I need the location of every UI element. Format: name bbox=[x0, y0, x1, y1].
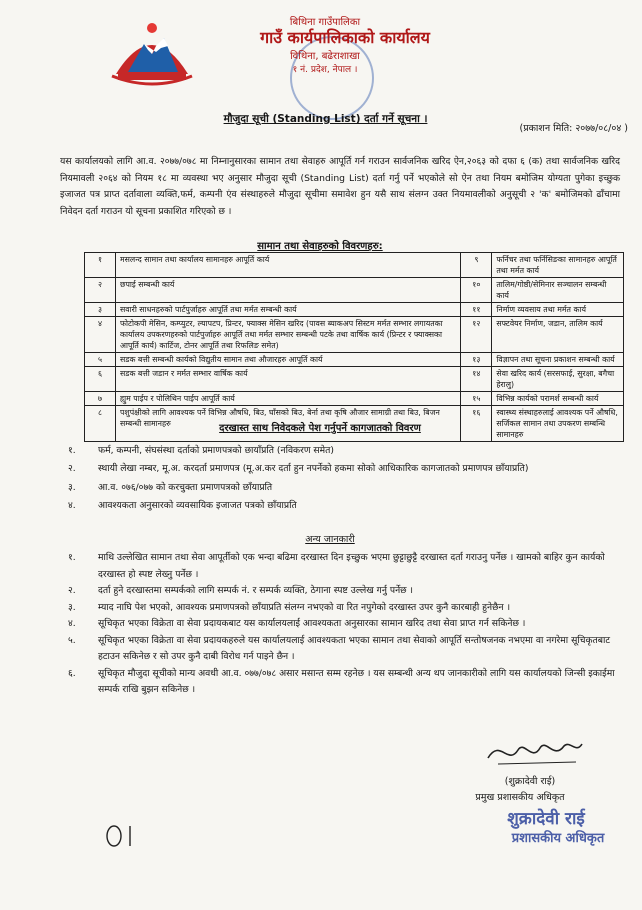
list-item-number: ३. bbox=[68, 481, 76, 493]
nepal-emblem-icon bbox=[106, 14, 198, 88]
item-description: विभिन्न कार्यको परामर्श सम्बन्धी कार्य bbox=[492, 392, 624, 406]
list-item-number: १. bbox=[68, 444, 76, 456]
list-item-text: फर्म, कम्पनी, संघसंस्था दर्ताको प्रमाणपत्रको छायाँप्रति (नविकरण समेत) bbox=[98, 444, 334, 456]
list-item-number: २. bbox=[68, 585, 76, 596]
office-name: गाउँ कार्यपालिकाको कार्यालय bbox=[260, 28, 430, 47]
documents-heading: दरखास्त साथ निवेदकले पेश गर्नुपर्ने कागजातको विवरण bbox=[219, 423, 421, 434]
table-row bbox=[85, 278, 624, 303]
list-item-text: आ.व. ०७६/०७७ को करचुक्ता प्रमाणपत्रको छाँयाप्रति bbox=[98, 481, 273, 493]
items-table bbox=[84, 252, 624, 442]
item-description: सफ्टवेयर निर्माण, जडान, तालिम कार्य bbox=[492, 317, 624, 353]
table-row bbox=[85, 253, 624, 278]
item-number: १५ bbox=[461, 392, 492, 406]
item-description: फोटोकपी मेसिन, कम्प्युटर, ल्यापटप, प्रिन्टर, फ्याक्स मेसिन खरिद (पावस ब्याकअप सिस्टम मर्मत सम्भार लगायतका कार्यालय उपकरणहरुको पार्टपुर्जाहरु आपूर्ति तथा मर्मत सम्भार सम्बन्धी पटके तथा वार्षिक कार्य (प्रिन्टर र फ्याक्सका आपूर्ति कार्य) कार्टिज, टोनर आपूर्ति तथा रिफलिङ समेत) bbox=[116, 317, 461, 353]
item-number: १६ bbox=[461, 406, 492, 442]
item-number: १३ bbox=[461, 353, 492, 367]
list-item-number: ४. bbox=[68, 500, 76, 512]
item-description: सडक बत्ती सम्बन्धी कार्यको विद्युतीय सामान तथा औजारहरु आपूर्ति कार्य bbox=[116, 353, 461, 367]
item-number: ९ bbox=[461, 253, 492, 278]
item-description: विज्ञापन तथा सूचना प्रकाशन सम्बन्धी कार्य bbox=[492, 353, 624, 367]
signatory-title: प्रमुख प्रशासकीय अधिकृत bbox=[475, 792, 565, 803]
item-number: १४ bbox=[461, 367, 492, 392]
handwritten-mark-icon bbox=[100, 820, 150, 850]
table-row bbox=[85, 367, 624, 392]
list-item bbox=[68, 459, 628, 478]
list-item bbox=[68, 583, 628, 600]
list-item-text: स्थायी लेखा नम्बर, मू.अ. करदर्ता प्रमाणपत्र (मू.अ.कर दर्ता हुन नपर्नेको हकमा सोको आधिकारिक कागजातको प्रमाणपत्र छाँयाप्रति) bbox=[98, 463, 529, 475]
office-location-2: १ नं. प्रदेश, नेपाल । bbox=[292, 65, 358, 75]
item-description: मसलन्द सामान तथा कार्यालय सामानहरु आपूर्ति कार्य bbox=[116, 253, 461, 278]
list-item bbox=[68, 477, 628, 496]
list-item-text: आवश्यकता अनुसारको व्यवसायिक इजाजत पत्रको छाँयाप्रति bbox=[98, 500, 297, 512]
table-row bbox=[85, 317, 624, 353]
list-item-text: दर्ता हुने दरखास्तमा सम्पर्कको लागि सम्पर्क नं. र सम्पर्क व्यक्ति, ठेगाना स्पष्ट उल्लेख गर्नु पर्नेछ । bbox=[98, 585, 414, 596]
table-row bbox=[85, 392, 624, 406]
list-item bbox=[68, 440, 628, 459]
items-heading: सामान तथा सेवाहरुको विवरणहरु: bbox=[257, 241, 383, 252]
item-description: छपाई सम्बन्धी कार्य bbox=[116, 278, 461, 303]
item-number: २ bbox=[85, 278, 116, 303]
list-item-text: सूचिकृत भएका विक्रेता वा सेवा प्रदायकहरुले यस कार्यालयलाई आवश्यकता भएका सामान तथा सेवाको आपूर्ति सन्तोषजनक नभएमा वा नगरेमा सूचिकृतबाट हटाउन सकिनेछ र सो उपर कुनै दाबी विरोध गर्न पाइने छैन । bbox=[98, 634, 611, 662]
list-item bbox=[68, 550, 628, 583]
publish-date: (प्रकाशन मिति: २०७७/०८/०४ ) bbox=[519, 123, 628, 134]
item-description: पशुपंक्षीको लागि आवश्यक पर्ने विभिन्न औषधि, बिउ, घाँसको बिउ, बेर्ना तथा कृषि औजार सामाग्री तथा बिउ, बिजन सम्बन्धी सामानहरु bbox=[116, 406, 461, 442]
item-description: ह्युम पाईप र पोलिथिन पाईप आपूर्ति कार्य bbox=[116, 392, 461, 406]
list-item bbox=[68, 633, 628, 666]
item-description: स्वास्थ्य संस्थाहरुलाई आवश्यक पर्ने औषधि, सर्जिकल सामान तथा उपकरण सम्बन्धि सामानहरु bbox=[492, 406, 624, 442]
signature-icon bbox=[480, 732, 590, 772]
list-item-text: म्याद नाघि पेश भएको, आवश्यक प्रमाणपत्रको छाँयाप्रति संलग्न नभएको वा रित नपुगेको दरखास्त उपर कुनै कारबाही हुनेछैन । bbox=[98, 601, 511, 613]
item-number: ६ bbox=[85, 367, 116, 392]
list-item-number: ३. bbox=[68, 601, 76, 613]
item-number: ५ bbox=[85, 353, 116, 367]
item-number: ११ bbox=[461, 303, 492, 317]
table-row bbox=[85, 353, 624, 367]
list-item bbox=[68, 600, 628, 617]
list-item-text: माथि उल्लेखित सामान तथा सेवा आपूर्तीको एक भन्दा बढिमा दरखास्त दिन इच्छुक भएमा छुट्टाछुट्टै दरखास्त दर्ता गराउनु पर्नेछ । खामको बाहिर कुन कार्यको दरखास्त हो स्पष्ट लेख्नु पर्नेछ । bbox=[98, 552, 605, 580]
item-number: ७ bbox=[85, 392, 116, 406]
notice-title: मौजुदा सूची (Standing List) दर्ता गर्ने सूचना । bbox=[223, 113, 428, 125]
list-item-number: १. bbox=[68, 552, 76, 563]
item-number: ४ bbox=[85, 317, 116, 353]
documents-list bbox=[68, 440, 628, 514]
other-info-list bbox=[68, 550, 628, 699]
office-location-1: विथिना, बढेराशाखा bbox=[290, 51, 360, 62]
item-number: १ bbox=[85, 253, 116, 278]
table-row bbox=[85, 303, 624, 317]
item-description: तालिम/गोष्ठी/सेमिनार सञ्चालन सम्बन्धी कार्य bbox=[492, 278, 624, 303]
item-description: सवारी साधनहरुको पार्टपुर्जाहरु आपूर्ति तथा मर्मत सम्बन्धी कार्य bbox=[116, 303, 461, 317]
intro-paragraph: यस कार्यालयको लागि आ.व. २०७७/०७८ मा निम्नानुसारका सामान तथा सेवाहरु आपूर्ति गर्न गराउन सार्वजनिक खरिद ऐन,२०६३ को दफा ६ (क) तथा सार्वजनिक खरिद नियमावली २०६४ को नियम १८ मा व्यवस्था भए अनुसार मौजुदा सूची (Standing List) दर्ता गर्नु पर्ने भएकोले सो ऐन तथा नियम बमोजिम योग्यता पुगेका इच्छुक इजाजत पत्र प्राप्त दर्तावाला व्यक्ति,फर्म, कम्पनी एंव संस्थाहरुले मौजुदा सूचीमा समावेश हुन यसै साथ संलग्न उक्त नियमावलीको अनुसूची २ 'क' बमोजिमको ढाँचामा निवेदन दर्ता गराउन यो सूचना प्रकाशित गरिएको छ । bbox=[60, 156, 620, 217]
municipality-name: बिथिना गाउँपालिका bbox=[289, 17, 361, 28]
item-number: १२ bbox=[461, 317, 492, 353]
list-item bbox=[68, 666, 628, 699]
item-number: १० bbox=[461, 278, 492, 303]
item-description: निर्माण व्यवसाय तथा मर्मत कार्य bbox=[492, 303, 624, 317]
list-item-number: २. bbox=[68, 463, 76, 475]
item-description: फर्निचर तथा फर्निसिङका सामानहरु आपूर्ति तथा मर्मत कार्य bbox=[492, 253, 624, 278]
other-info-heading: अन्य जानकारी bbox=[305, 534, 355, 545]
list-item-number: ४. bbox=[68, 618, 76, 629]
item-description: सेवा खरिद कार्य (सरसफाई, सुरक्षा, बगैचा हेरालु) bbox=[492, 367, 624, 392]
item-description: सडक बत्ती जडान र मर्मत सम्भार वार्षिक कार्य bbox=[116, 367, 461, 392]
list-item bbox=[68, 616, 628, 633]
item-number: ३ bbox=[85, 303, 116, 317]
stamp-title: प्रशासकीय अधिकृत bbox=[511, 831, 605, 846]
list-item-number: ५. bbox=[68, 634, 76, 646]
list-item-text: सूचिकृत मौजुदा सूचीको मान्य अवधी आ.व. ०७७/०७८ असार मसान्त सम्म रहनेछ । यस सम्बन्धी अन्य थप जानकारीको लागि यस कार्यालयको जिन्सी इकाईमा सम्पर्क राखि बुझन सकिनेछ । bbox=[98, 667, 615, 695]
list-item-number: ६. bbox=[68, 667, 76, 679]
list-item-text: सूचिकृत भएका विक्रेता वा सेवा प्रदायकबाट यस कार्यालयलाई आवश्यकता अनुसारका सामान खरिद तथा सेवा प्राप्त गर्न सकिनेछ । bbox=[98, 618, 526, 629]
list-item bbox=[68, 496, 628, 515]
signatory-name: (शुक्रादेवी राई) bbox=[504, 776, 556, 787]
stamp-name: शुक्रादेवी राई bbox=[507, 809, 585, 829]
item-number: ८ bbox=[85, 406, 116, 442]
